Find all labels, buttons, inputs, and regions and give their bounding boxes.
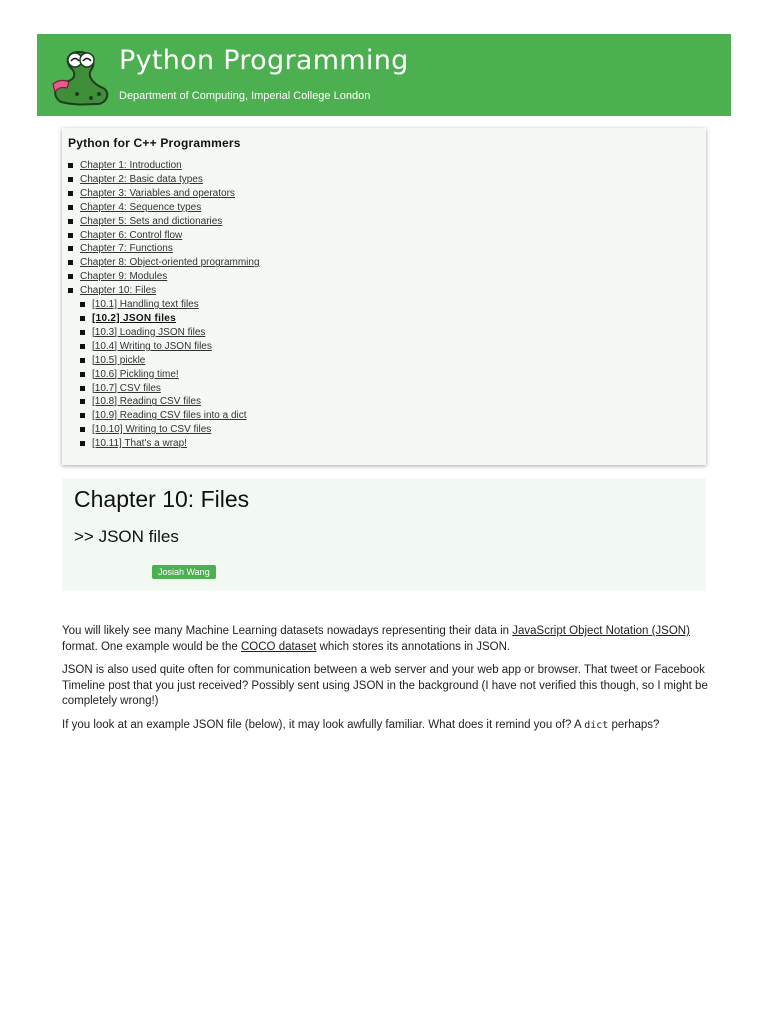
chapter-link[interactable]: Chapter 8: Object-oriented programming xyxy=(80,257,260,269)
chapter-link[interactable]: Chapter 4: Sequence types xyxy=(80,201,202,213)
text: If you look at an example JSON file (below), it may look awfully familiar. What does it remind you of? A xyxy=(62,718,585,731)
toc-subitem xyxy=(80,340,706,354)
chapter-link[interactable]: Chapter 7: Functions xyxy=(80,243,173,255)
toc-item xyxy=(68,256,706,270)
toc-subitem xyxy=(80,354,706,368)
toc-subitem xyxy=(80,395,706,409)
paragraph xyxy=(62,718,712,734)
main-content xyxy=(62,624,712,741)
chapter-header xyxy=(62,478,706,591)
toc-item xyxy=(68,270,706,284)
toc-item xyxy=(68,187,706,201)
chapter-link[interactable]: Chapter 9: Modules xyxy=(80,271,168,283)
site-subtitle: Department of Computing, Imperial College London xyxy=(119,90,371,102)
toc-item xyxy=(68,173,706,187)
toc-subitem xyxy=(80,437,706,451)
table-of-contents xyxy=(62,128,706,465)
json-link[interactable]: JavaScript Object Notation (JSON) xyxy=(512,625,690,637)
section-link[interactable]: [10.3] Loading JSON files xyxy=(92,326,206,338)
toc-subitem xyxy=(80,423,706,437)
toc-subitem xyxy=(80,368,706,382)
toc-heading: Python for C++ Programmers xyxy=(68,136,241,150)
section-link[interactable]: [10.11] That's a wrap! xyxy=(92,438,187,450)
toc-subitem xyxy=(80,382,706,396)
toc-subitem xyxy=(80,298,706,312)
toc-subitem-current xyxy=(80,312,706,326)
section-link[interactable]: [10.7] CSV files xyxy=(92,382,161,394)
text: which stores its annotations in JSON. xyxy=(316,640,511,653)
text: format. One example would be the xyxy=(62,640,241,653)
chapter-title: Chapter 10: Files xyxy=(74,486,250,512)
chapter-link[interactable]: Chapter 10: Files xyxy=(80,285,157,297)
section-link[interactable]: [10.6] Pickling time! xyxy=(92,368,179,380)
inline-code: dict xyxy=(584,719,609,731)
author-badge: Josiah Wang xyxy=(152,565,216,579)
section-link[interactable]: [10.5] pickle xyxy=(92,354,146,366)
section-link[interactable]: [10.8] Reading CSV files xyxy=(92,396,201,408)
chapter-link[interactable]: Chapter 3: Variables and operators xyxy=(80,187,235,199)
toc-item xyxy=(68,229,706,243)
section-title: >> JSON files xyxy=(74,527,179,546)
paragraph xyxy=(62,624,712,655)
chapter-link[interactable]: Chapter 1: Introduction xyxy=(80,160,182,171)
section-link[interactable]: [10.9] Reading CSV files into a dict xyxy=(92,410,247,422)
section-link-current[interactable]: [10.2] JSON files xyxy=(92,312,177,324)
site-title[interactable]: Python Programming xyxy=(119,45,409,76)
site-header xyxy=(37,34,731,116)
text: You will likely see many Machine Learning datasets nowadays representing their data in xyxy=(62,625,513,637)
text: perhaps? xyxy=(608,718,660,731)
section-link[interactable]: [10.4] Writing to JSON files xyxy=(92,340,212,352)
toc-item xyxy=(68,284,706,298)
coco-dataset-link[interactable]: COCO dataset xyxy=(241,640,317,653)
toc-item xyxy=(68,242,706,256)
toc-subitem xyxy=(80,409,706,423)
chapter-list xyxy=(68,159,706,298)
chapter-link[interactable]: Chapter 5: Sets and dictionaries xyxy=(80,215,223,227)
toc-subitem xyxy=(80,326,706,340)
toc-item xyxy=(68,215,706,229)
toc-item xyxy=(68,201,706,215)
paragraph: JSON is also used quite often for communication between a web server and your web app or browser. That tweet or Facebook Timeline post that you just received? Possibly sent using JSON in the background (I have not verified this though, so I might be completely wrong!) xyxy=(62,664,708,707)
section-link[interactable]: [10.1] Handling text files xyxy=(92,299,199,311)
toc-item xyxy=(68,159,706,173)
section-link[interactable]: [10.10] Writing to CSV files xyxy=(92,424,212,436)
chapter-link[interactable]: Chapter 2: Basic data types xyxy=(80,173,203,185)
python-snake-logo-icon[interactable] xyxy=(47,44,113,110)
chapter-link[interactable]: Chapter 6: Control flow xyxy=(80,229,183,241)
section-list xyxy=(80,298,706,451)
